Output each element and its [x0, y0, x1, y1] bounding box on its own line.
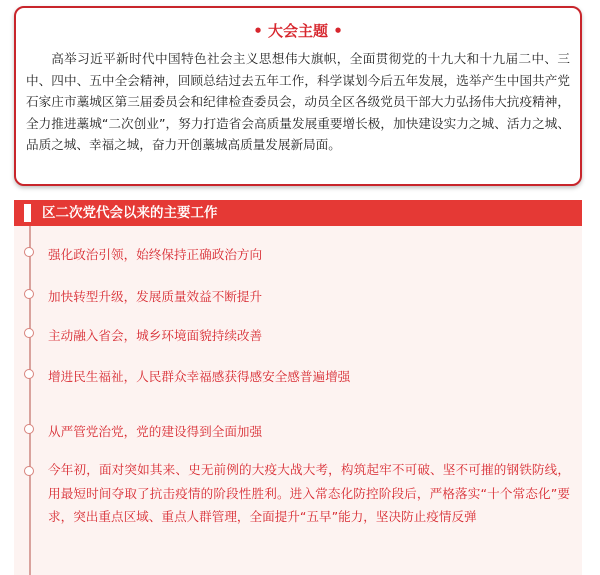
theme-card — [14, 6, 582, 186]
list-item: 从严管党治党，党的建设得到全面加强 — [48, 424, 263, 439]
list-item: 加快转型升级，发展质量效益不断提升 — [48, 289, 263, 304]
timeline-dot-icon — [24, 328, 34, 338]
section-title: 区二次党代会以来的主要工作 — [42, 205, 218, 221]
timeline-dot-icon — [24, 369, 34, 379]
theme-title: • 大会主题 • — [253, 22, 343, 40]
timeline-dot-icon — [24, 466, 34, 476]
theme-body: 高举习近平新时代中国特色社会主义思想伟大旗帜，全面贯彻党的十九大和十九届二中、三中、四中、五中全会精神，回顾总结过去五年工作，科学谋划今后五年发展，选举产生中国共产党石家庄市藁城区第三届委员会和纪律检查委员会，动员全区各级党员干部大力弘扬伟大抗疫精神，全力推进藁城“二次创业”，努力打造省会高质量发展重要增长极，加快建设实力之城、活力之城、品质之城、幸福之城，奋力开创藁城高质量发展新局面。 — [26, 51, 570, 152]
section-header — [14, 200, 582, 226]
section-marker-icon — [24, 204, 31, 222]
list-item: 增进民生福祉，人民群众幸福感获得感安全感普遍增强 — [48, 369, 351, 384]
paragraph-text: 今年初，面对突如其来、史无前例的大疫大战大考，构筑起牢不可破、坚不可摧的钢铁防线，用最短时间夺取了抗击疫情的阶段性胜利。进入常态化防控阶段后，严格落实“十个常态化”要求，突出重点区域、重点人群管理，全面提升“五早”能力，坚决防止疫情反弹 — [48, 462, 570, 524]
timeline-line — [29, 226, 31, 575]
timeline-dot-icon — [24, 289, 34, 299]
timeline-dot-icon — [24, 424, 34, 434]
list-item: 主动融入省会，城乡环境面貌持续改善 — [48, 328, 263, 343]
list-item: 强化政治引领，始终保持正确政治方向 — [48, 247, 263, 262]
timeline-dot-icon — [24, 247, 34, 257]
